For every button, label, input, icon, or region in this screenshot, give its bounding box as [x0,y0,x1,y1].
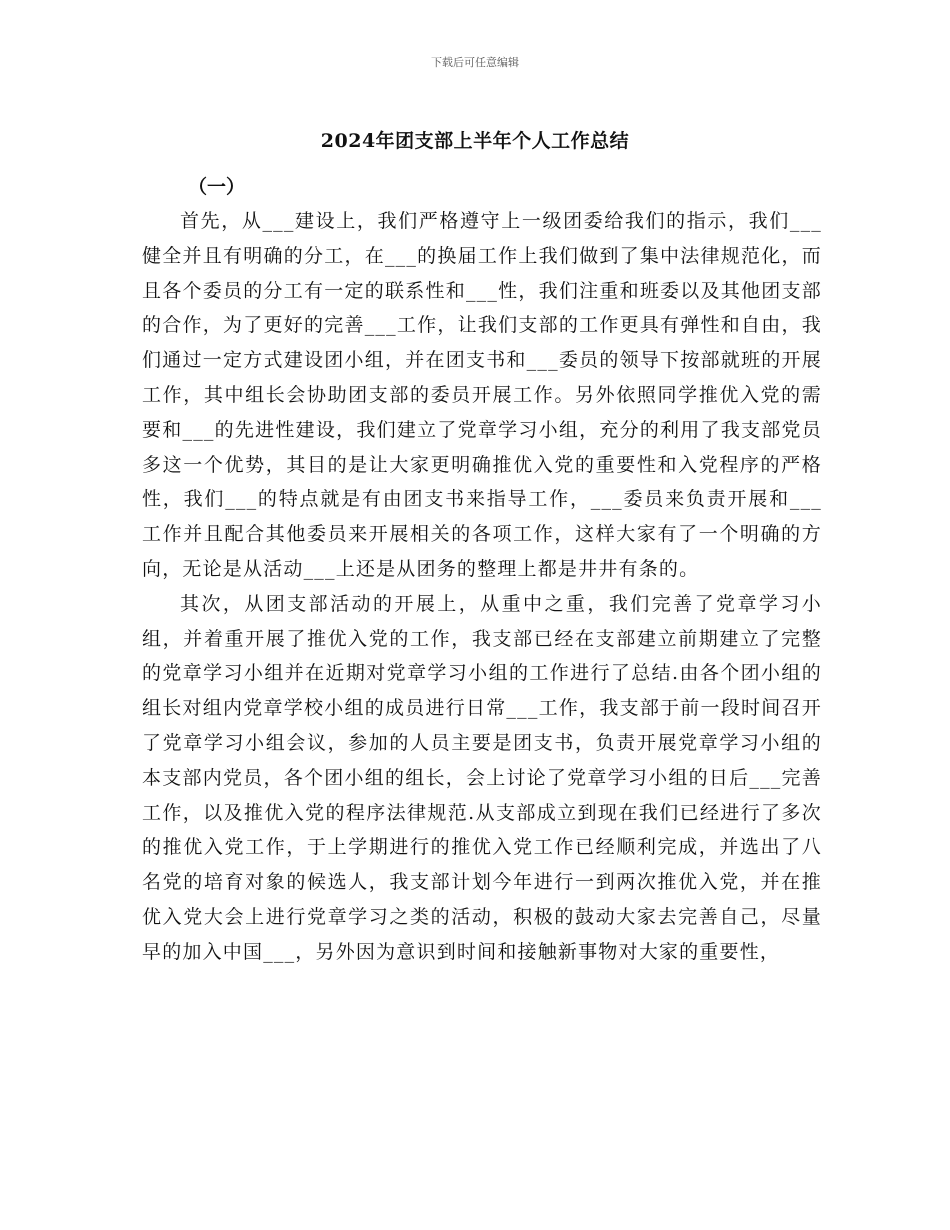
document-title: 2024年团支部上半年个人工作总结 [320,130,630,152]
header-note: 下载后可任意编辑 [431,56,519,69]
paragraph-1: 首先，从___建设上，我们严格遵守上一级团委给我们的指示，我们___健全并且有明确的分工，在___的换届工作上我们做到了集中法律规范化，而且各个委员的分工有一定的联系性和___性，我们注重和班委以及其他团支部的合作，为了更好的完善___工作，让我们支部的工作更具有弹性和自由，我们通过一定方式建设团小组，并在团支书和___委员的领导下按部就班的开展工作，其中组长会协助团支部的委员开展工作。另外依照同学推优入党的需要和___的先进性建设，我们建立了党章学习小组，充分的利用了我支部党员多这一个优势，其目的是让大家更明确推优入党的重要性和入党程序的严格性，我们___的特点就是有由团支书来指导工作，___委员来负责开展和___工作并且配合其他委员来开展相关的各项工作，这样大家有了一个明确的方向，无论是从活动___上还是从团务的整理上都是井井有条的。 [142,210,822,580]
document-body [142,204,822,970]
section-label: （一） [188,176,246,198]
paragraph-2: 其次，从团支部活动的开展上，从重中之重，我们完善了党章学习小组，并着重开展了推优入党的工作，我支部已经在支部建立前期建立了完整的党章学习小组并在近期对党章学习小组的工作进行了总结.由各个团小组的组长对组内党章学校小组的成员进行日常___工作，我支部于前一段时间召开了党章学习小组会议，参加的人员主要是团支书，负责开展党章学习小组的本支部内党员，各个团小组的组长，会上讨论了党章学习小组的日后___完善工作，以及推优入党的程序法律规范.从支部成立到现在我们已经进行了多次的推优入党工作，于上学期进行的推优入党工作已经顺利完成，并选出了八名党的培育对象的候选人，我支部计划今年进行一到两次推优入党，并在推优入党大会上进行党章学习之类的活动，积极的鼓动大家去完善自己，尽量早的加入中国___，另外因为意识到时间和接触新事物对大家的重要性， [142,592,822,963]
